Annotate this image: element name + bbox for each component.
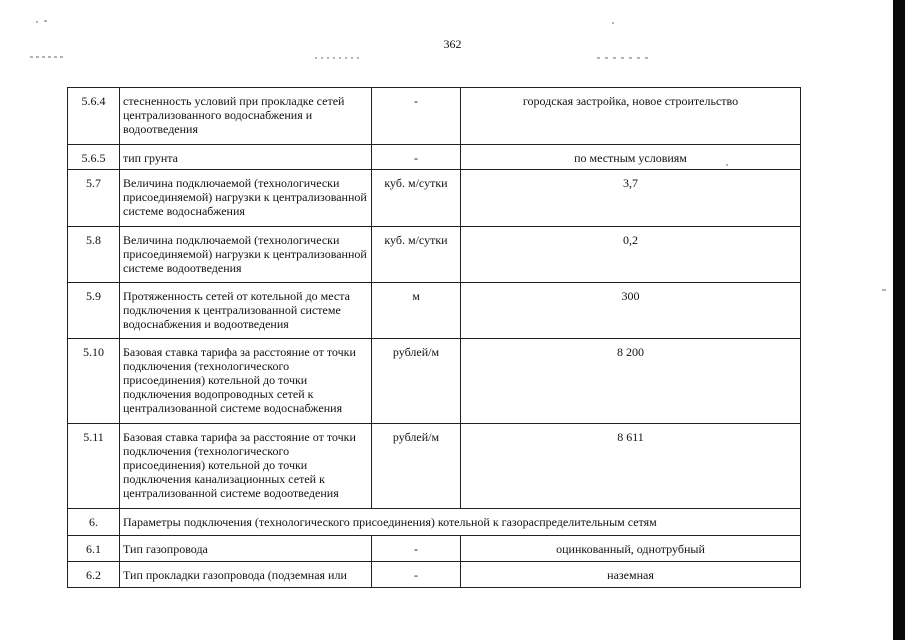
row-value: городская застройка, новое строительство (461, 88, 801, 145)
row-parameter: Величина подключаемой (технологически присоединяемой) нагрузки к централизованной системе водоотведения (120, 227, 372, 283)
row-parameter: Базовая ставка тарифа за расстояние от точки подключения (технологического присоединения) котельной до точки подключения водопроводных сетей к централизованной системе водоснабжения (120, 339, 372, 424)
row-parameter: тип грунта (120, 145, 372, 170)
table-row (68, 88, 801, 145)
row-unit: рублей/м (372, 339, 461, 424)
row-unit: - (372, 536, 461, 562)
row-value: 300 (461, 283, 801, 339)
row-unit: - (372, 145, 461, 170)
table-row (68, 562, 801, 588)
table-row (68, 283, 801, 339)
row-value: 0,2 (461, 227, 801, 283)
row-number: 6.1 (68, 536, 120, 562)
row-number: 5.7 (68, 170, 120, 227)
section-row (68, 509, 801, 536)
row-parameter: Протяженность сетей от котельной до места подключения к централизованной системе водоснабжения и водоотведения (120, 283, 372, 339)
row-parameter: Величина подключаемой (технологически присоединяемой) нагрузки к централизованной системе водоснабжения (120, 170, 372, 227)
row-parameter: Тип прокладки газопровода (подземная или (120, 562, 372, 588)
row-unit: рублей/м (372, 424, 461, 509)
row-value: 3,7 (461, 170, 801, 227)
row-unit: м (372, 283, 461, 339)
row-number: 5.8 (68, 227, 120, 283)
parameters-table (67, 87, 801, 588)
row-value: 8 200 (461, 339, 801, 424)
row-value: 8 611 (461, 424, 801, 509)
row-number: 5.10 (68, 339, 120, 424)
table-row (68, 339, 801, 424)
row-unit: куб. м/сутки (372, 170, 461, 227)
row-unit: - (372, 88, 461, 145)
row-number: 5.6.4 (68, 88, 120, 145)
row-parameter: стесненность условий при прокладке сетей централизованного водоснабжения и водоотведения (120, 88, 372, 145)
row-value: наземная (461, 562, 801, 588)
page-number: 362 (443, 37, 462, 51)
row-value: по местным условиям (461, 145, 801, 170)
row-unit: куб. м/сутки (372, 227, 461, 283)
section-number: 6. (68, 509, 120, 536)
table-row (68, 536, 801, 562)
section-title: Параметры подключения (технологического присоединения) котельной к газораспределительным сетям (120, 509, 801, 536)
row-number: 6.2 (68, 562, 120, 588)
table-row (68, 170, 801, 227)
row-unit: - (372, 562, 461, 588)
row-parameter: Базовая ставка тарифа за расстояние от точки подключения (технологического присоединения) котельной до точки подключения канализационных сетей к централизованной системе водоотведения (120, 424, 372, 509)
row-number: 5.6.5 (68, 145, 120, 170)
scan-edge-bar (893, 0, 905, 640)
row-number: 5.11 (68, 424, 120, 509)
table-row (68, 227, 801, 283)
row-number: 5.9 (68, 283, 120, 339)
row-parameter: Тип газопровода (120, 536, 372, 562)
table-row (68, 145, 801, 170)
row-value: оцинкованный, однотрубный (461, 536, 801, 562)
table-row (68, 424, 801, 509)
